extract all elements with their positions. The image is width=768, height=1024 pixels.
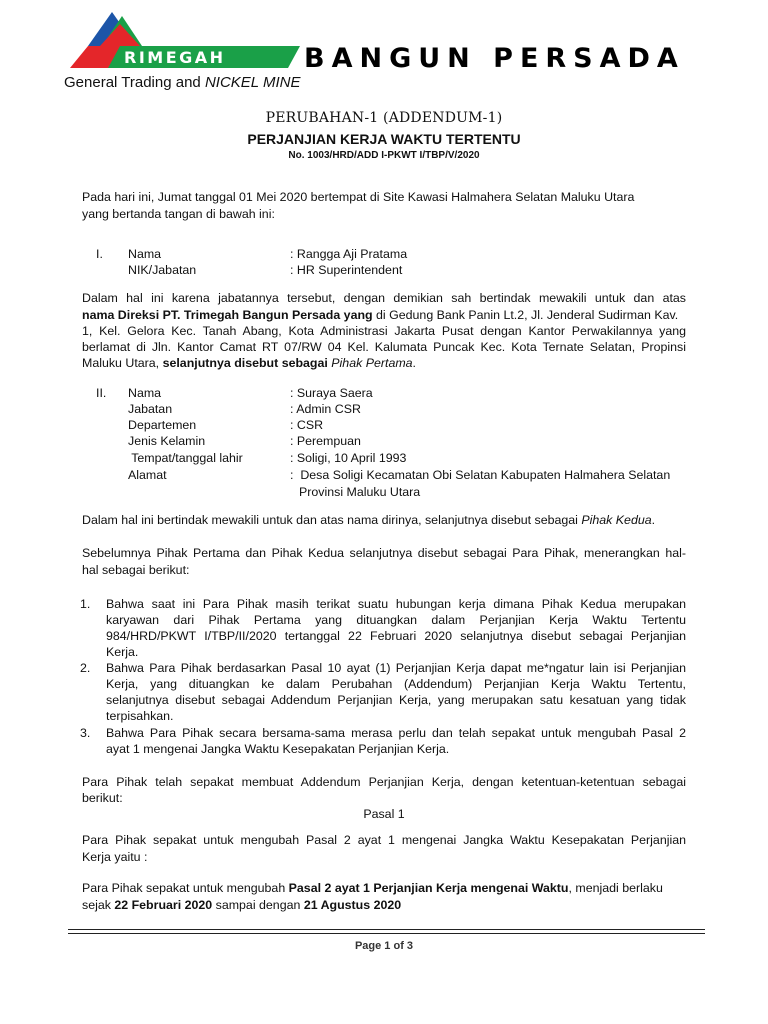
- point-2-line-2: Kerja, yang dituangkan ke dalam Perubahan (Addendum) Perjanjian Kerja Waktu Tertentu,: [106, 677, 686, 691]
- preamble-line-2: hal sebagai berikut:: [82, 563, 190, 577]
- party-1-desc-line-4: berlamat di Jln. Kantor Camat RT 07/RW 04 Kel. Kalumata Puncak Kec. Kota Ternate Selatan, Propinsi: [82, 340, 686, 354]
- party-2-birth-label: Tempat/tanggal lahir: [128, 451, 243, 465]
- party-2-name-value: : Suraya Saera: [290, 386, 373, 400]
- party-2-address-label: Alamat: [128, 468, 167, 482]
- pasal-para-2-l2-plain: sejak: [82, 898, 115, 912]
- point-1-line-3: 984/HRD/PKWT I/TBP/II/2020 tertanggal 22 Februari 2020 selanjutnya disebut sebagai Perjanjian: [106, 629, 686, 643]
- pasal-para-2-l2-mid: sampai dengan: [212, 898, 304, 912]
- point-1-line-2: karyawan dari Pihak Pertama yang dituangkan dalam Perjanjian Kerja Waktu Tertentu: [106, 613, 686, 627]
- start-date: 22 Februari 2020: [114, 898, 213, 912]
- pasal-para-2-plain: Para Pihak sepakat untuk mengubah: [82, 881, 289, 895]
- party-1-desc-line-2-end: Kav.: [654, 308, 679, 322]
- tagline-text: General Trading and: [64, 74, 205, 91]
- party-2-jabatan-label: Jabatan: [128, 402, 173, 416]
- company-name: BANGUN PERSADA: [304, 43, 685, 74]
- pasal-para-2-line-1: [82, 880, 663, 897]
- point-1-line-1: Bahwa saat ini Para Pihak masih terikat suatu hubungan kerja dimana Pihak Kedua merupakan: [106, 597, 686, 611]
- tagline-italic: NICKEL MINE: [204, 74, 301, 91]
- party-1-desc-line-5-plain: Maluku Utara,: [82, 356, 163, 370]
- opening-line-1: Pada hari ini, Jumat tanggal 01 Mei 2020 bertempat di Site Kawasi Halmahera Selatan Maluku Utara: [82, 190, 635, 204]
- party-2-departemen-value: : CSR: [290, 418, 324, 432]
- company-tagline: [64, 74, 301, 91]
- footer-rule-bottom: [68, 933, 705, 934]
- opening-line-2: yang bertanda tangan di bawah ini:: [82, 207, 275, 221]
- letterhead: [60, 12, 710, 96]
- agreement-line-1: Para Pihak telah sepakat membuat Addendum Perjanjian Kerja, dengan ketentuan-ketentuan sebagai: [82, 775, 686, 789]
- party-2-departemen-label: Departemen: [128, 418, 197, 432]
- party-1-desc-line-3: 1, Kel. Gelora Kec. Tanah Abang, Kota Administrasi Jakarta Pusat dengan Kantor Perwakilannya yang: [82, 324, 686, 338]
- brand-name: RIMEGAH: [124, 48, 226, 67]
- point-3-line-1: Bahwa Para Pihak secara bersama-sama merasa perlu dan telah sepakat untuk mengubah Pasal 2: [106, 726, 686, 740]
- party-2-jabatan-value: : Admin CSR: [290, 402, 361, 416]
- document-number: No. 1003/HRD/ADD I-PKWT I/TBP/V/2020: [288, 150, 480, 161]
- party-2-number: II.: [96, 386, 107, 400]
- party-2-address-cont: Provinsi Maluku Utara: [299, 485, 421, 499]
- party-2-desc-text: Dalam hal ini bertindak mewakili untuk dan atas nama dirinya, selanjutnya disebut sebagai: [82, 513, 582, 527]
- agreement-title: PERJANJIAN KERJA WAKTU TERTENTU: [247, 131, 521, 147]
- point-3-number: 3.: [80, 726, 91, 740]
- party-1-desc-line-2: [82, 307, 686, 324]
- page-number: Page 1 of 3: [354, 940, 414, 952]
- pasal-para-2-line-2: [82, 897, 401, 914]
- pasal-title: Pasal 1: [363, 807, 405, 821]
- point-3-line-2: ayat 1 mengenai Jangka Waktu Kesepakatan Perjanjian Kerja.: [106, 742, 450, 756]
- party-2-description: [82, 512, 655, 529]
- party-2-role-italic: Pihak Kedua: [581, 513, 652, 527]
- point-1-number: 1.: [80, 597, 91, 611]
- party-1-nik-label: NIK/Jabatan: [128, 263, 197, 277]
- party-2-birth-value: : Soligi, 10 April 1993: [290, 451, 407, 465]
- pasal-para-2-bold: Pasal 2 ayat 1 Perjanjian Kerja mengenai Waktu: [288, 881, 569, 895]
- party-1-number: I.: [96, 247, 103, 261]
- point-2-number: 2.: [80, 661, 91, 675]
- party-1-desc-line-5: [82, 355, 416, 372]
- pasal-para-1-line-2: Kerja yaitu :: [82, 850, 148, 864]
- party-2-gender-value: : Perempuan: [290, 434, 361, 448]
- party-1-name-label: Nama: [128, 247, 162, 261]
- addendum-title: PERUBAHAN-1 (ADDENDUM-1): [265, 110, 503, 126]
- pasal-para-1-line-1: Para Pihak sepakat untuk mengubah Pasal 2 ayat 1 mengenai Jangka Waktu Kesepakatan Perjanjian: [82, 833, 686, 847]
- party-1-desc-line-1: Dalam hal ini karena jabatannya tersebut, dengan demikian sah bertindak mewakili untuk dan atas: [82, 291, 686, 305]
- party-1-desc-line-2-rest: di Gedung Bank Panin Lt.2, Jl. Jenderal Sudirman: [372, 308, 651, 322]
- agreement-line-2: berikut:: [82, 791, 123, 805]
- end-date: 21 Agustus 2020: [303, 898, 402, 912]
- point-2-line-3: selanjutnya disebut sebagai Addendum Perjanjian Kerja, yang merupakan satu kesatuan yang tidak: [106, 693, 686, 707]
- point-1-line-4: Kerja.: [106, 645, 139, 659]
- party-1-name-value: : Rangga Aji Pratama: [290, 247, 408, 261]
- footer-rule-top: [68, 929, 705, 930]
- party-1-role-italic: Pihak Pertama: [331, 356, 413, 370]
- party-2-gender-label: Jenis Kelamin: [128, 434, 206, 448]
- party-1-desc-line-5-end: .: [412, 356, 416, 370]
- party-2-desc-end: .: [651, 513, 656, 527]
- party-2-address-value: : Desa Soligi Kecamatan Obi Selatan Kabupaten Halmahera Selatan: [290, 468, 671, 482]
- preamble-line-1: Sebelumnya Pihak Pertama dan Pihak Kedua selanjutnya disebut sebagai Para Pihak, menerangkan hal-: [82, 546, 686, 560]
- point-2-line-4: terpisahkan.: [106, 709, 174, 723]
- point-2-line-1: Bahwa Para Pihak berdasarkan Pasal 10 ayat (1) Perjanjian Kerja dapat me*ngatur lain isi Perjanjian: [106, 661, 686, 675]
- party-1-nik-value: : HR Superintendent: [290, 263, 403, 277]
- pasal-para-2-end: , menjadi berlaku: [568, 881, 663, 895]
- party-1-company-bold: nama Direksi PT. Trimegah Bangun Persada yang: [82, 308, 373, 322]
- party-1-desc-line-5-bold: selanjutnya disebut sebagai: [162, 356, 332, 370]
- party-2-name-label: Nama: [128, 386, 162, 400]
